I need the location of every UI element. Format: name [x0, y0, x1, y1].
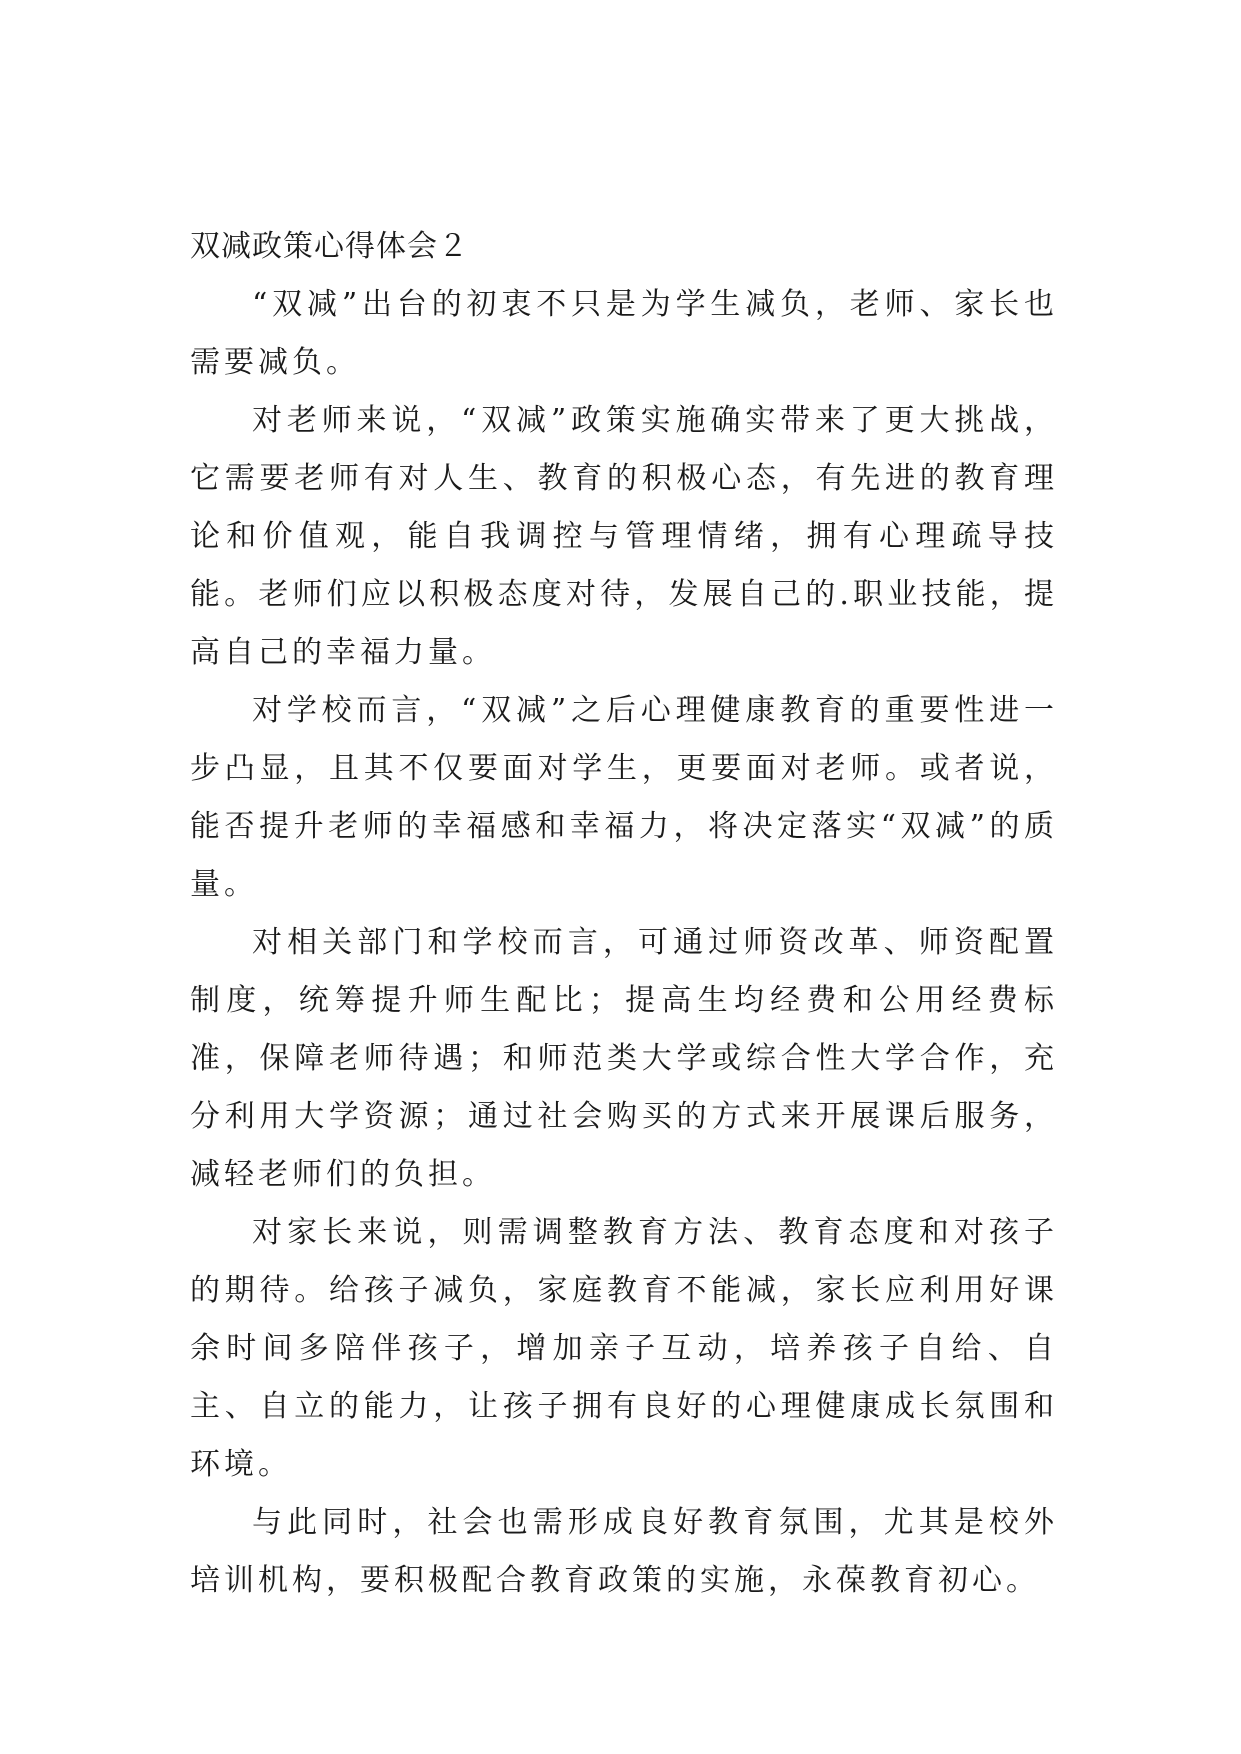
paragraph-4: 对相关部门和学校而言，可通过师资改革、师资配置制度，统筹提升师生配比；提高生均经费和公用经费标准，保障老师待遇；和师范类大学或综合性大学合作，充分利用大学资源；通过社会购买的方式来开展课后服务，减轻老师们的负担。: [190, 925, 1058, 1192]
paragraph-5: 对家长来说，则需调整教育方法、教育态度和对孩子的期待。给孩子减负，家庭教育不能减，家长应利用好课余时间多陪伴孩子，增加亲子互动，培养孩子自给、自主、自立的能力，让孩子拥有良好的心理健康成长氛围和环境。: [190, 1215, 1058, 1482]
paragraph-6: 与此同时，社会也需形成良好教育氛围，尤其是校外培训机构，要积极配合教育政策的实施，永葆教育初心。: [190, 1505, 1058, 1598]
paragraph-2: 对老师来说，“双减”政策实施确实带来了更大挑战，它需要老师有对人生、教育的积极心态，有先进的教育理论和价值观，能自我调控与管理情绪，拥有心理疏导技能。老师们应以积极态度对待，发展自己的.职业技能，提高自己的幸福力量。: [190, 403, 1058, 670]
paragraph-3: 对学校而言，“双减”之后心理健康教育的重要性进一步凸显，且其不仅要面对学生，更要面对老师。或者说，能否提升老师的幸福感和幸福力，将决定落实“双减”的质量。: [190, 693, 1058, 902]
document-title: 双减政策心得体会２: [190, 229, 469, 264]
paragraph-1: “双减”出台的初衷不只是为学生减负，老师、家长也需要减负。: [190, 287, 1058, 380]
document-body: [190, 218, 1058, 1610]
